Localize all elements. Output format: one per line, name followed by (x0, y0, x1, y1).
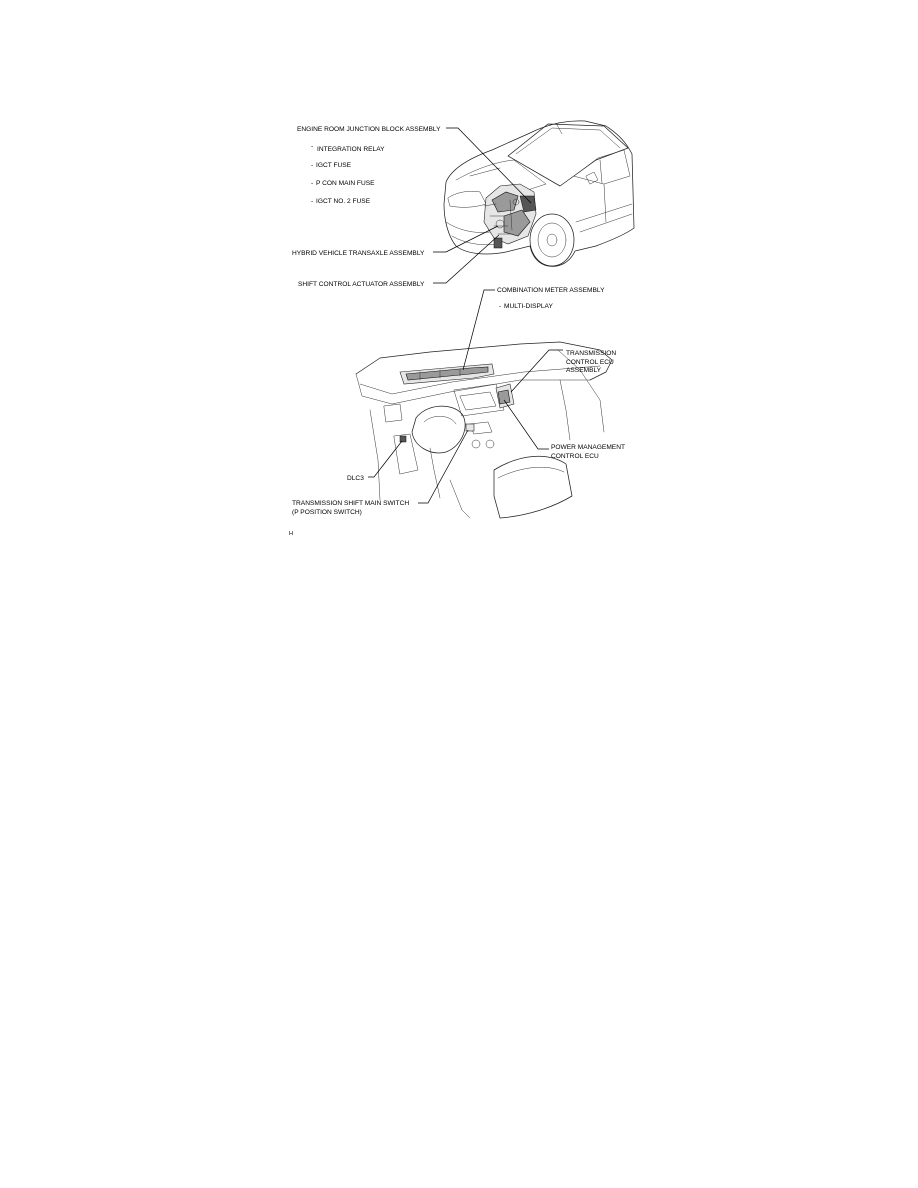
label-igct-no2-fuse: IGCT NO. 2 FUSE (316, 198, 371, 205)
leader-power-mgmt (504, 400, 549, 449)
bullet-multi-display: - (499, 303, 502, 310)
label-shift-main-switch-line2: (P POSITION SWITCH) (292, 509, 362, 516)
label-dlc3: DLC3 (347, 475, 364, 482)
label-transmission-ecu-line1: TRANSMISSION (566, 350, 617, 357)
label-engine-room-junction-block: ENGINE ROOM JUNCTION BLOCK ASSEMBLY (297, 126, 441, 133)
leader-combination-meter (463, 290, 495, 370)
leader-lines (368, 128, 563, 503)
label-multi-display: MULTI-DISPLAY (504, 303, 553, 310)
label-combination-meter: COMBINATION METER ASSEMBLY (497, 287, 605, 294)
label-power-mgmt-line2: CONTROL ECU (551, 453, 599, 460)
label-shift-actuator: SHIFT CONTROL ACTUATOR ASSEMBLY (298, 281, 425, 288)
label-igct-fuse: IGCT FUSE (316, 162, 352, 169)
label-transmission-ecu-line3: ASSEMBLY (566, 367, 602, 374)
bullet-igct-no2-fuse: - (311, 198, 314, 205)
leader-shift-main-switch (418, 430, 468, 503)
label-integration-relay: INTEGRATION RELAY (317, 146, 385, 153)
label-shift-main-switch-line1: TRANSMISSION SHIFT MAIN SWITCH (292, 500, 410, 507)
leader-dlc3 (368, 441, 402, 477)
label-p-con-main-fuse: P CON MAIN FUSE (316, 180, 375, 187)
labels (289, 126, 625, 537)
label-power-mgmt-line1: POWER MANAGEMENT (551, 444, 625, 451)
bullet-integration-relay: - (311, 143, 314, 150)
leader-hybrid-transaxle (433, 226, 498, 252)
label-transmission-ecu-line2: CONTROL ECU (566, 359, 614, 366)
figure-code: H (289, 531, 293, 537)
bullet-igct-fuse: - (311, 162, 314, 169)
bullet-p-con-main-fuse: - (311, 180, 314, 187)
label-hybrid-transaxle: HYBRID VEHICLE TRANSAXLE ASSEMBLY (292, 250, 425, 257)
